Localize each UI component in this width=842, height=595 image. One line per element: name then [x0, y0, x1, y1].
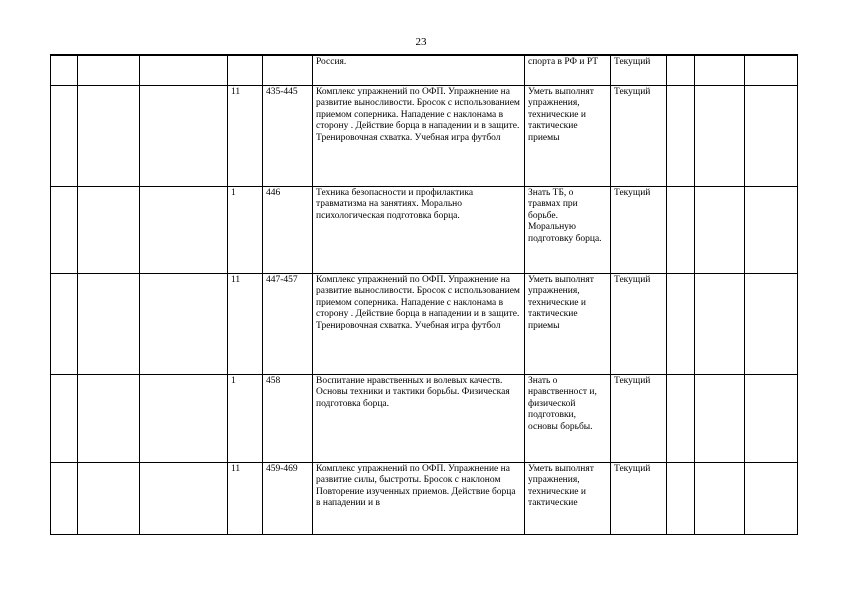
cell-hours: 1	[228, 374, 263, 462]
cell-blank	[745, 85, 798, 186]
cell-blank	[51, 186, 78, 273]
cell-blank	[667, 374, 695, 462]
cell-blank	[78, 462, 140, 534]
cell-blank	[78, 85, 140, 186]
cell-blank	[667, 85, 695, 186]
cell-blank	[140, 186, 228, 273]
cell-control-type: Текущий	[611, 273, 667, 374]
cell-hours: 11	[228, 273, 263, 374]
table-row	[51, 85, 798, 186]
cell-requirements: Уметь выполнят упражнения, технические и тактические приемы	[525, 273, 611, 374]
cell-control-type: Текущий	[611, 374, 667, 462]
cell-blank	[695, 374, 745, 462]
cell-content: Воспитание нравственных и волевых качеств. Основы техники и тактики борьбы. Физическая подготовка борца.	[313, 374, 525, 462]
cell-requirements: Уметь выполнят упражнения, технические и тактические	[525, 462, 611, 534]
cell-content: Россия.	[313, 55, 525, 85]
cell-blank	[51, 55, 78, 85]
cell-hours: 11	[228, 85, 263, 186]
cell-blank	[78, 273, 140, 374]
cell-blank	[78, 374, 140, 462]
cell-blank	[745, 374, 798, 462]
table-row	[51, 374, 798, 462]
cell-requirements: Знать ТБ, о травмах при борьбе. Моральную подготовку борца.	[525, 186, 611, 273]
cell-blank	[667, 462, 695, 534]
lesson-plan-table	[50, 54, 798, 535]
cell-blank	[667, 186, 695, 273]
cell-lesson-number: 447-457	[263, 273, 313, 374]
cell-requirements: Уметь выполнят упражнения, технические и тактические приемы	[525, 85, 611, 186]
page-number: 23	[415, 36, 427, 48]
cell-hours: 11	[228, 462, 263, 534]
cell-lesson-number: 459-469	[263, 462, 313, 534]
cell-lesson-number: 435-445	[263, 85, 313, 186]
cell-blank	[78, 186, 140, 273]
table-row	[51, 186, 798, 273]
cell-blank	[51, 374, 78, 462]
cell-blank	[140, 85, 228, 186]
cell-hours	[228, 55, 263, 85]
cell-control-type: Текущий	[611, 85, 667, 186]
cell-control-type: Текущий	[611, 186, 667, 273]
cell-blank	[695, 462, 745, 534]
cell-blank	[51, 85, 78, 186]
cell-blank	[695, 186, 745, 273]
cell-blank	[745, 462, 798, 534]
cell-content: Комплекс упражнений по ОФП. Упражнение на развитие силы, быстроты. Бросок с наклоном Повторение изученных приемов. Действие борца в нападении и в	[313, 462, 525, 534]
cell-blank	[667, 273, 695, 374]
cell-content: Техника безопасности и профилактика травматизма на занятиях. Морально психологическая подготовка борца.	[313, 186, 525, 273]
cell-blank	[695, 85, 745, 186]
cell-lesson-number	[263, 55, 313, 85]
cell-blank	[695, 55, 745, 85]
cell-blank	[140, 55, 228, 85]
cell-lesson-number: 446	[263, 186, 313, 273]
cell-hours: 1	[228, 186, 263, 273]
cell-blank	[140, 273, 228, 374]
cell-content: Комплекс упражнений по ОФП. Упражнение на развитие выносливости. Бросок с использованием приемом соперника. Нападение с наклонама в сторону . Действие борца в нападении и в защите. Тренировочная схватка. Учебная игра футбол	[313, 85, 525, 186]
cell-requirements: Знать о нравственност и, физической подготовки, основы борьбы.	[525, 374, 611, 462]
cell-blank	[51, 273, 78, 374]
cell-lesson-number: 458	[263, 374, 313, 462]
table-row	[51, 273, 798, 374]
cell-blank	[745, 55, 798, 85]
cell-blank	[51, 462, 78, 534]
cell-control-type: Текущий	[611, 55, 667, 85]
cell-blank	[140, 462, 228, 534]
cell-requirements: спорта в РФ и РТ	[525, 55, 611, 85]
cell-blank	[745, 273, 798, 374]
table-row	[51, 462, 798, 534]
cell-content: Комплекс упражнений по ОФП. Упражнение на развитие выносливости. Бросок с использованием приемом соперника. Нападение с наклонама в сторону . Действие борца в нападении и в защите. Тренировочная схватка. Учебная игра футбол	[313, 273, 525, 374]
cell-blank	[78, 55, 140, 85]
cell-blank	[695, 273, 745, 374]
cell-blank	[140, 374, 228, 462]
cell-control-type: Текущий	[611, 462, 667, 534]
cell-blank	[667, 55, 695, 85]
table-row	[51, 55, 798, 85]
cell-blank	[745, 186, 798, 273]
